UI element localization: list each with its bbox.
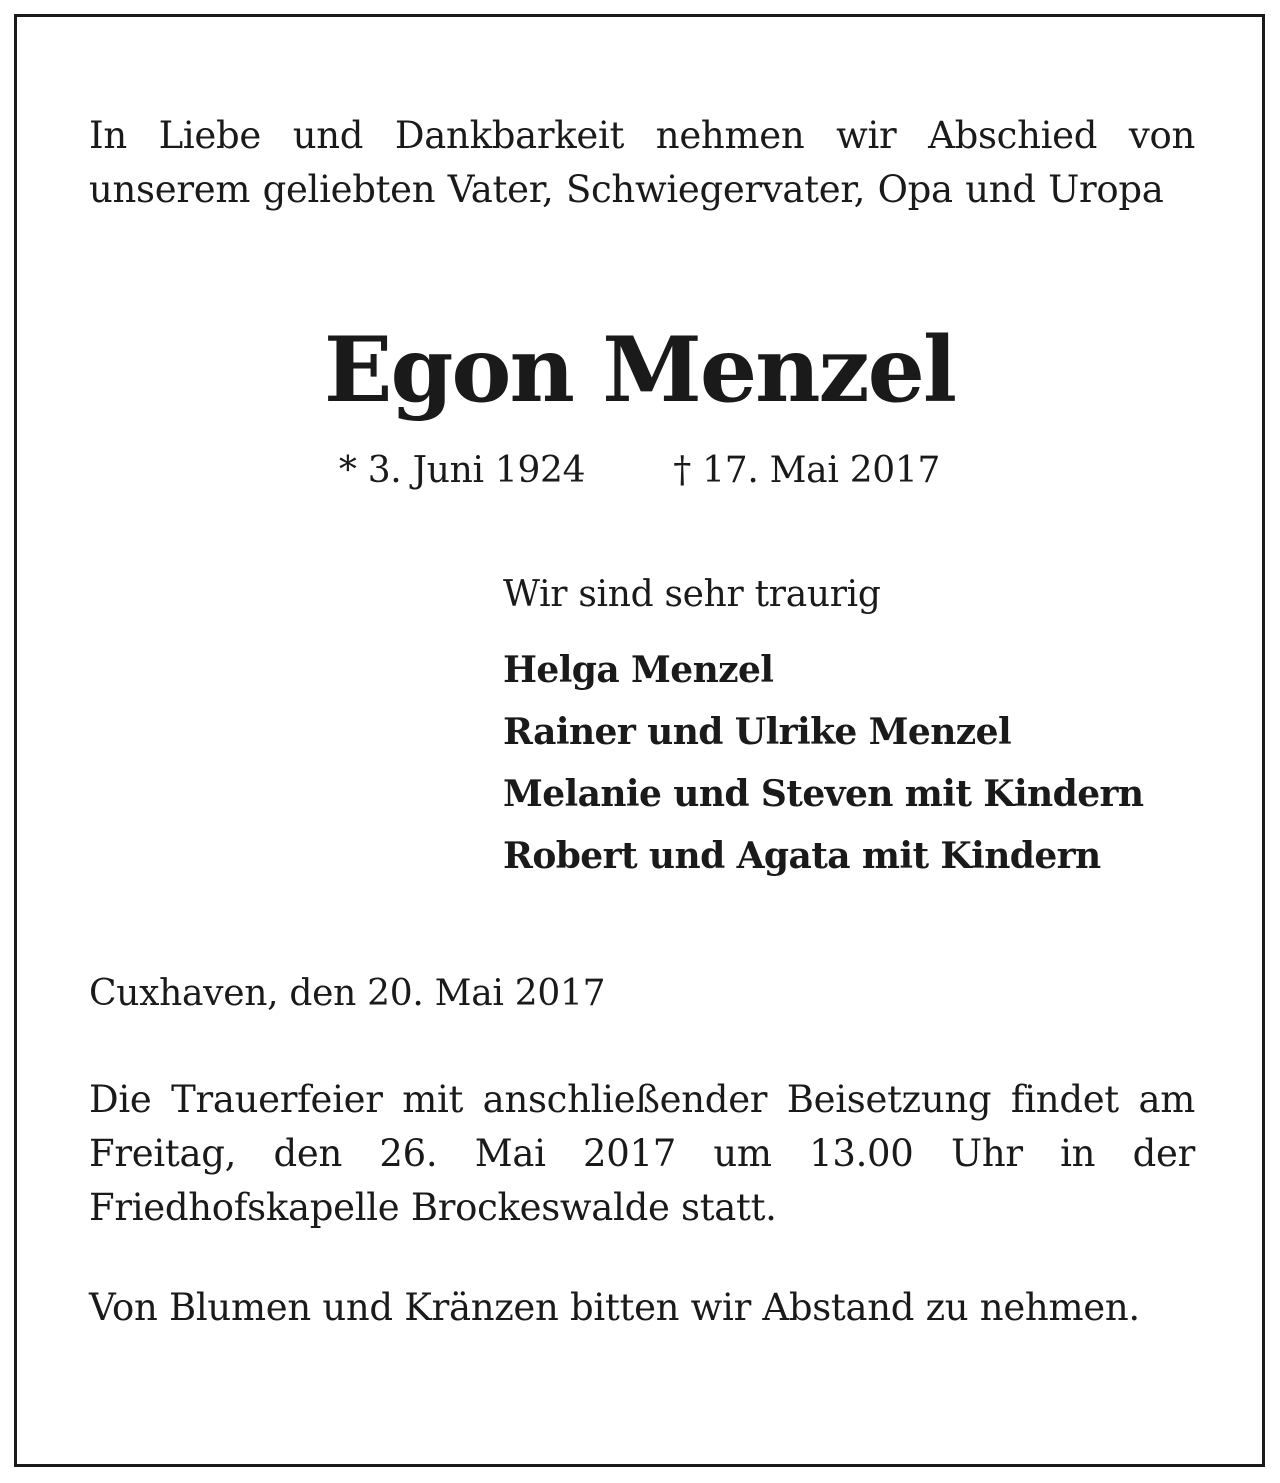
intro-text: In Liebe und Dankbarkeit nehmen wir Abschied von unserem geliebten Vater, Schwiegervater, Opa und Uropa [89,114,1195,211]
mourners-block [503,569,1223,887]
birth-date: * 3. Juni 1924 [338,450,586,491]
obituary-frame [14,14,1265,1467]
flowers-note: Von Blumen und Kränzen bitten wir Abstand zu nehmen. [89,1286,1140,1329]
sad-line: Wir sind sehr traurig [503,574,881,615]
deceased-name: Egon Menzel [323,317,956,423]
mourner-name: Robert und Agata mit Kindern [503,835,1101,877]
funeral-info: Die Trauerfeier mit anschließender Beisetzung findet am Freitag, den 26. Mai 2017 um 13.00 Uhr in der Friedhofskapelle Brockeswalde statt. [89,1078,1195,1229]
place-date: Cuxhaven, den 20. Mai 2017 [89,973,606,1014]
mourner-name: Helga Menzel [503,649,774,691]
life-dates [17,449,1262,493]
death-date: † 17. Mai 2017 [673,450,941,491]
mourner-name: Melanie und Steven mit Kindern [503,773,1144,815]
mourner-name: Rainer und Ulrike Menzel [503,711,1012,753]
